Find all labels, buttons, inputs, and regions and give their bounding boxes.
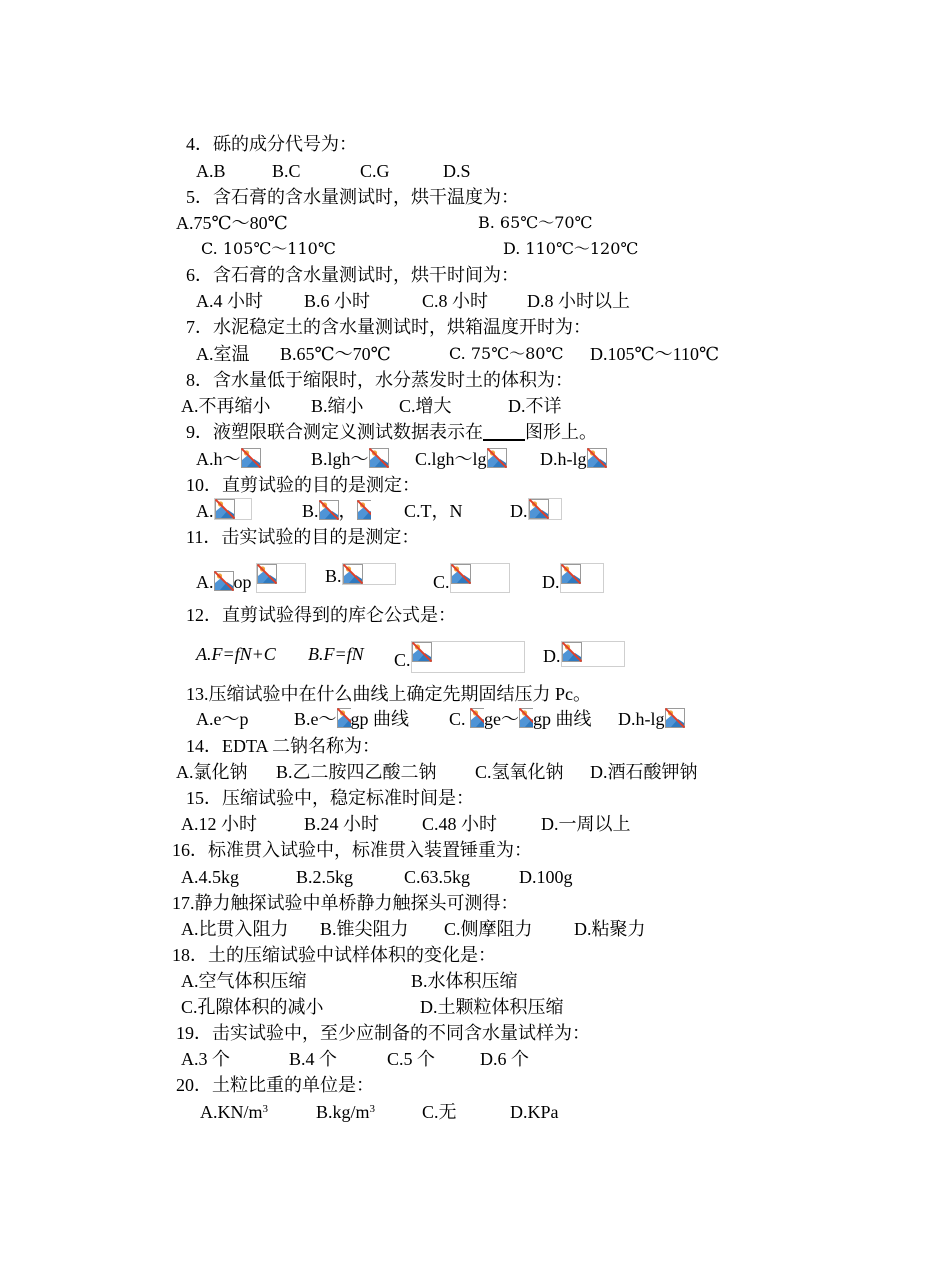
option: A.比贯入阻力 [181, 919, 289, 939]
option: B.缩小 [311, 396, 364, 416]
option: A.氯化钠 [176, 762, 248, 782]
option: C. 105℃～110℃ [201, 239, 336, 258]
image-placeholder [411, 641, 525, 673]
option: D.土颗粒体积压缩 [420, 997, 564, 1017]
broken-image-icon [562, 642, 582, 662]
option: A.F=fN+C [196, 644, 276, 664]
option: B. 65℃～70℃ [478, 213, 593, 232]
broken-image-icon [241, 448, 261, 468]
image-placeholder [528, 498, 562, 520]
option: C.G [360, 161, 390, 181]
broken-image-icon [412, 642, 432, 662]
broken-image-icon [665, 708, 685, 728]
option: C.氢氧化钠 [475, 762, 564, 782]
question-stem: 16．标准贯入试验中，标准贯入装置锤重为： [172, 840, 532, 860]
option: C.48 小时 [422, 814, 498, 834]
option: B.4 个 [289, 1049, 338, 1069]
option: $B.kg/m^3$ [316, 1102, 376, 1122]
option: D. [510, 501, 528, 521]
separator: ， [338, 501, 357, 521]
question-stem: 13.压缩试验中在什么曲线上确定先期固结压力 Pc。 [186, 684, 591, 704]
option: D.一周以上 [541, 814, 631, 834]
broken-image-icon [529, 499, 549, 519]
question-stem: 11．击实试验的目的是测定： [186, 527, 420, 547]
option: A.室温 [196, 344, 250, 364]
question-stem: 18．土的压缩试验中试样体积的变化是： [172, 945, 496, 965]
option: B.C [272, 161, 301, 181]
answer-blank [483, 421, 525, 441]
option: C.增大 [399, 396, 452, 416]
option: C. [433, 572, 450, 592]
option: D.KPa [510, 1102, 559, 1122]
option: C.无 [422, 1102, 457, 1122]
option: D. [542, 572, 560, 592]
image-placeholder [560, 563, 604, 593]
option: B.2.5kg [296, 867, 354, 887]
question-stem: 9．液塑限联合测定义测试数据表示在 [186, 422, 483, 442]
option: B. [302, 501, 319, 521]
option: B.e～ [294, 709, 337, 729]
question-stem: 8．含水量低于缩限时，水分蒸发时土的体积为： [186, 370, 573, 390]
broken-image-icon [257, 564, 277, 584]
option: C.63.5kg [404, 867, 471, 887]
option: A.4.5kg [181, 867, 239, 887]
option: A. [196, 572, 214, 592]
broken-image-icon [470, 708, 484, 728]
question-stem: 14．EDTA 二钠名称为： [186, 736, 381, 756]
question-stem: 5．含石膏的含水量测试时，烘干温度为： [186, 187, 519, 207]
option: C. [394, 650, 411, 670]
option: D.8 小时以上 [527, 291, 630, 311]
option: B.水体积压缩 [411, 971, 518, 991]
option-suffix: op [233, 572, 252, 592]
option: D. 110℃～120℃ [503, 239, 639, 258]
option: A.空气体积压缩 [181, 971, 307, 991]
image-placeholder [561, 641, 625, 667]
option: C.孔隙体积的减小 [181, 997, 324, 1017]
option: A.4 小时 [196, 291, 263, 311]
option: D.100g [519, 867, 573, 887]
image-placeholder [342, 563, 396, 585]
option-suffix: gp 曲线 [350, 709, 409, 729]
option: C.8 小时 [422, 291, 489, 311]
option: $A.KN/m^3$ [200, 1102, 268, 1122]
broken-image-icon [343, 564, 363, 584]
option: B.锥尖阻力 [320, 919, 409, 939]
option: A. [196, 501, 214, 521]
broken-image-icon [369, 448, 389, 468]
broken-image-icon [357, 500, 371, 520]
option: B.lgh～ [311, 449, 369, 469]
broken-image-icon [214, 571, 234, 591]
option: B.24 小时 [304, 814, 380, 834]
question-stem: 19．击实试验中，至少应制备的不同含水量试样为： [176, 1023, 590, 1043]
option: D.不详 [508, 396, 562, 416]
broken-image-icon [337, 708, 351, 728]
option-mid: ge～ [484, 709, 520, 729]
broken-image-icon [319, 500, 339, 520]
question-stem: 20．土粒比重的单位是： [176, 1075, 374, 1095]
option: D.h-lg [540, 449, 587, 469]
broken-image-icon [451, 564, 471, 584]
question-stem-end: 图形上。 [525, 422, 597, 442]
question-stem: 10．直剪试验的目的是测定： [186, 475, 420, 495]
broken-image-icon [215, 499, 235, 519]
option: D.6 个 [480, 1049, 529, 1069]
option: A.75℃～80℃ [176, 213, 288, 233]
option: B.65℃～70℃ [280, 344, 391, 364]
option: C.lgh～lg [415, 449, 487, 469]
option: A.B [196, 161, 226, 181]
option: B. [325, 566, 342, 586]
broken-image-icon [519, 708, 533, 728]
image-placeholder [450, 563, 510, 593]
option: D.粘聚力 [574, 919, 646, 939]
option: C.侧摩阻力 [444, 919, 533, 939]
question-stem: 17.静力触探试验中单桥静力触探头可测得： [172, 893, 519, 913]
option: D.S [443, 161, 471, 181]
option: A.不再缩小 [181, 396, 271, 416]
question-stem: 12．直剪试验得到的库仑公式是： [186, 605, 456, 625]
broken-image-icon [487, 448, 507, 468]
option: C. 75℃～80℃ [449, 344, 564, 363]
image-placeholder [256, 563, 306, 593]
option: B.F=fN [308, 644, 364, 664]
broken-image-icon [561, 564, 581, 584]
option: C. [449, 709, 471, 729]
option: A.12 小时 [181, 814, 257, 834]
option: C.T，N [404, 501, 463, 521]
option: D.酒石酸钾钠 [590, 762, 698, 782]
broken-image-icon [587, 448, 607, 468]
option: D.105℃～110℃ [590, 344, 720, 364]
question-stem: 6．含石膏的含水量测试时，烘干时间为： [186, 265, 519, 285]
question-stem: 15．压缩试验中，稳定标准时间是： [186, 788, 474, 808]
option: A.e～p [196, 709, 249, 729]
option: B.乙二胺四乙酸二钠 [276, 762, 437, 782]
option: B.6 小时 [304, 291, 371, 311]
option: D.h-lg [618, 709, 665, 729]
option: A.h～ [196, 449, 241, 469]
option: C.5 个 [387, 1049, 436, 1069]
option: A.3 个 [181, 1049, 230, 1069]
question-stem: 7．水泥稳定土的含水量测试时，烘箱温度开时为： [186, 317, 591, 337]
option: D. [543, 646, 561, 666]
image-placeholder [214, 498, 252, 520]
option-suffix: gp 曲线 [533, 709, 592, 729]
question-stem: 4．砾的成分代号为： [186, 134, 357, 154]
